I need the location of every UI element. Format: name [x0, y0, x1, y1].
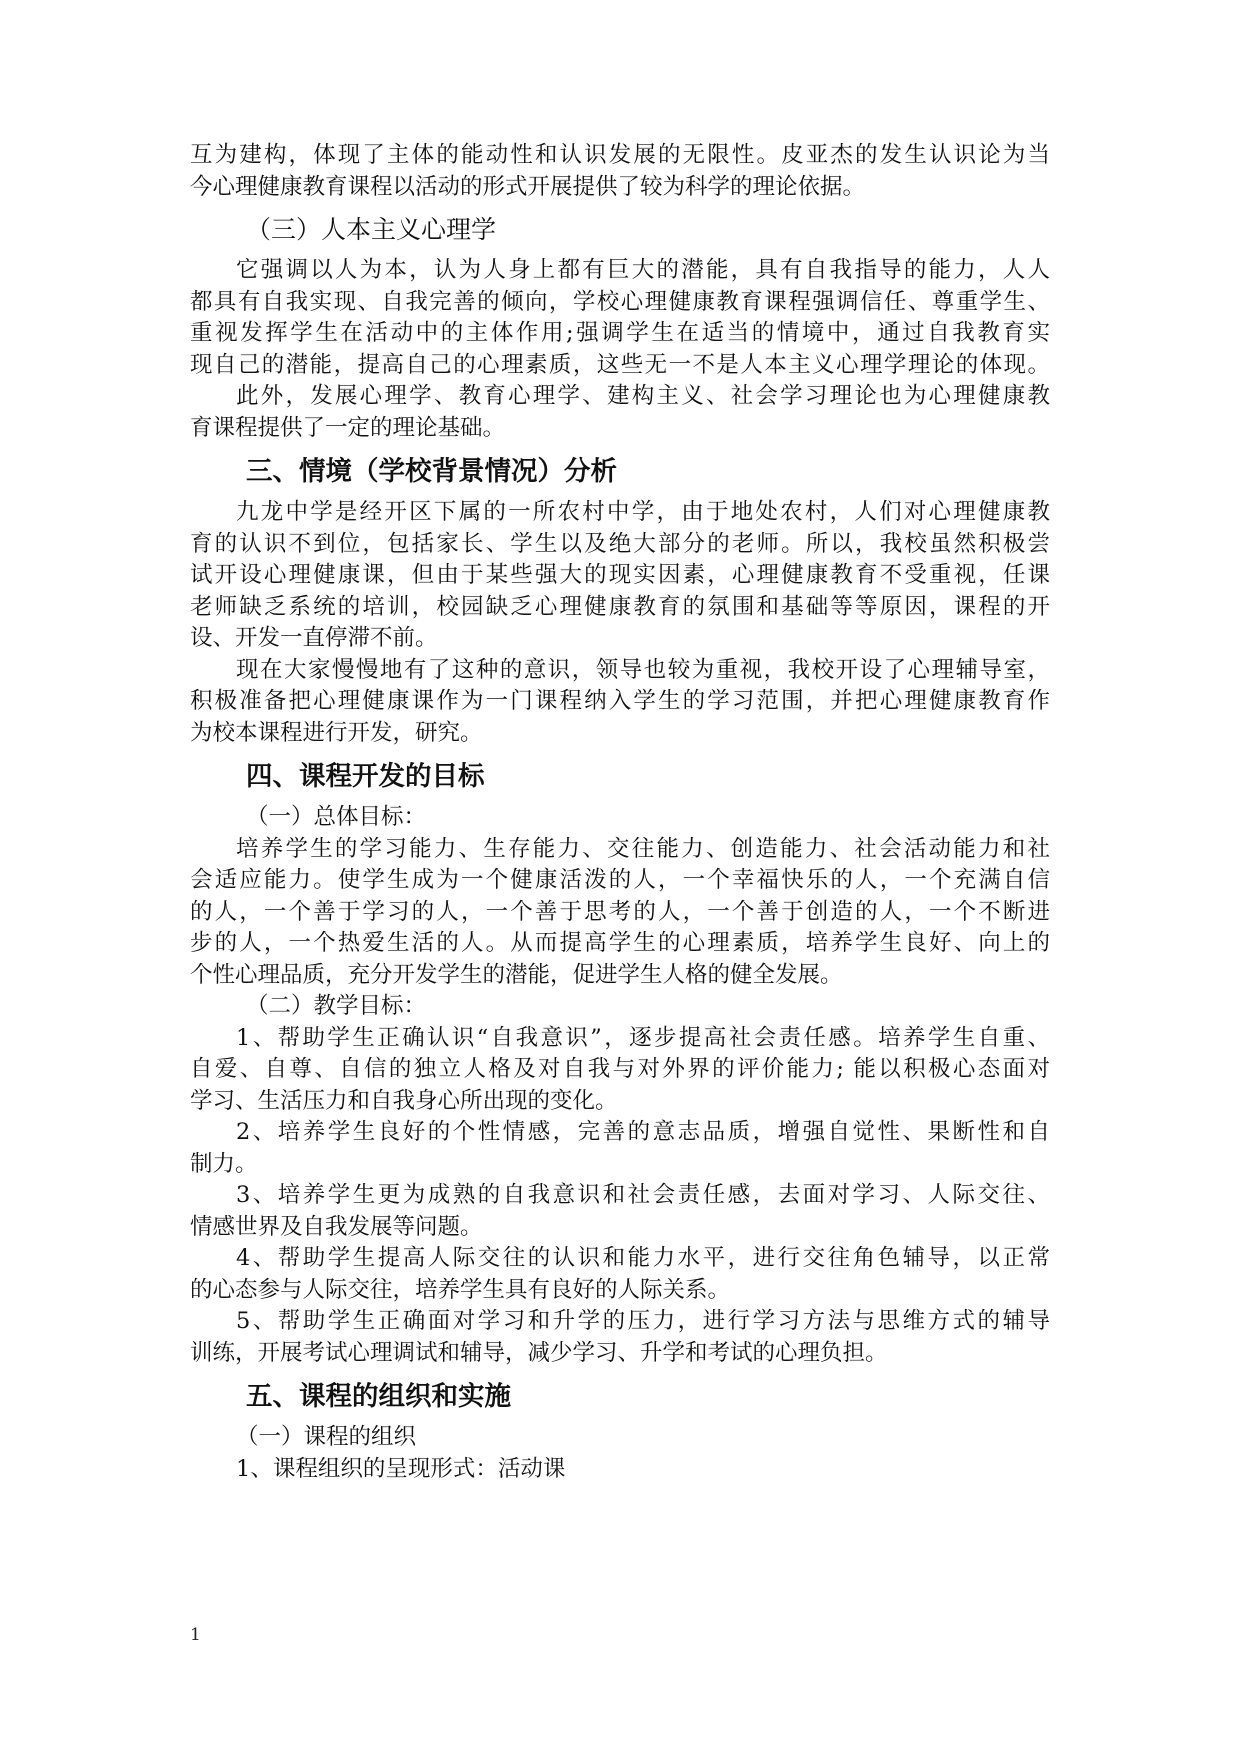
goal-line: 3、培养学生更为成熟的自我意识和社会责任感，去面对学习、人际交往、 — [236, 1182, 1050, 1208]
paragraph-line: 都具有自我实现、自我完善的倾向，学校心理健康教育课程强调信任、尊重学生、 — [190, 288, 1050, 315]
paragraph-line: 会适应能力。使学生成为一个健康活泼的人，一个幸福快乐的人，一个充满自信 — [190, 867, 1050, 893]
paragraph-line: 今心理健康教育课程以活动的形式开展提供了较为科学的理论依据。 — [190, 173, 866, 200]
goal-line: 的心态参与人际交往，培养学生具有良好的人际关系。 — [190, 1276, 731, 1303]
section-heading: 三、情境（学校背景情况）分析 — [246, 456, 617, 487]
subsection-heading: （三）人本主义心理学 — [246, 215, 497, 244]
paragraph-line: 育的认识不到位，包括家长、学生以及绝大部分的老师。所以，我校虽然积极尝 — [190, 530, 1050, 557]
paragraph-line: 现在大家慢慢地有了这种的意识，领导也较为重视，我校开设了心理辅导室， — [236, 656, 1050, 683]
subsection-label: （一）总体目标： — [246, 804, 427, 830]
page-number: 1 — [190, 1625, 201, 1645]
goal-line: 制力。 — [190, 1150, 258, 1177]
paragraph-line: 现自己的潜能，提高自己的心理素质，这些无一不是人本主义心理学理论的体现。 — [190, 351, 1050, 378]
paragraph-line: 互为建构，体现了主体的能动性和认识发展的无限性。皮亚杰的发生认识论为当 — [190, 142, 1050, 168]
paragraph-line: 设、开发一直停滞不前。 — [190, 625, 438, 651]
goal-line: 1、帮助学生正确认识“自我意识”，逐步提高社会责任感。培养学生自重、 — [236, 1024, 1050, 1051]
goal-line: 训练，开展考试心理调试和辅导，减少学习、升学和考试的心理负担。 — [190, 1339, 888, 1366]
section-heading: 四、课程开发的目标 — [246, 761, 485, 792]
paragraph-line: 步的人，一个热爱生活的人。从而提高学生的心理素质，培养学生良好、向上的 — [190, 930, 1050, 956]
goal-line: 2、培养学生良好的个性情感，完善的意志品质，增强自觉性、果断性和自 — [236, 1119, 1050, 1145]
goal-line: 情感世界及自我发展等问题。 — [190, 1213, 483, 1240]
subsection-label: （一）课程的组织 — [236, 1424, 417, 1450]
paragraph-line: 重视发挥学生在活动中的主体作用;强调学生在适当的情境中，通过自我教育实 — [190, 320, 1050, 346]
goal-line: 5、帮助学生正确面对学习和升学的压力，进行学习方法与思维方式的辅导 — [236, 1308, 1050, 1334]
paragraph-line: 个性心理品质，充分开发学生的潜能，促进学生人格的健全发展。 — [190, 961, 843, 988]
paragraph-line: 积极准备把心理健康课作为一门课程纳入学生的学习范围，并把心理健康教育作 — [190, 688, 1050, 714]
list-item: 1、课程组织的呈现形式：活动课 — [236, 1455, 566, 1482]
paragraph-line: 培养学生的学习能力、生存能力、交往能力、创造能力、社会活动能力和社 — [236, 835, 1050, 862]
paragraph-line: 它强调以人为本，认为人身上都有巨大的潜能，具有自我指导的能力，人人 — [236, 257, 1050, 283]
subsection-label: （二）教学目标： — [246, 993, 427, 1019]
paragraph-line: 试开设心理健康课，但由于某些强大的现实因素，心理健康教育不受重视，任课 — [190, 562, 1050, 588]
paragraph-line: 育课程提供了一定的理论基础。 — [190, 414, 506, 441]
document-page — [190, 140, 1050, 1485]
paragraph-line: 为校本课程进行开发，研究。 — [190, 719, 483, 746]
section-heading: 五、课程的组织和实施 — [246, 1381, 511, 1412]
paragraph-line: 老师缺乏系统的培训，校园缺乏心理健康教育的氛围和基础等等原因，课程的开 — [190, 593, 1050, 620]
goal-line: 学习、生活压力和自我身心所出现的变化。 — [190, 1087, 618, 1114]
paragraph-line: 此外，发展心理学、教育心理学、建构主义、社会学习理论也为心理健康教 — [236, 383, 1050, 409]
goal-line: 自爱、自尊、自信的独立人格及对自我与对外界的评价能力; 能以积极心态面对 — [190, 1056, 1050, 1082]
paragraph-line: 九龙中学是经开区下属的一所农村中学，由于地处农村，人们对心理健康教 — [236, 499, 1050, 525]
paragraph-line: 的人，一个善于学习的人，一个善于思考的人，一个善于创造的人，一个不断进 — [190, 898, 1050, 925]
goal-line: 4、帮助学生提高人际交往的认识和能力水平，进行交往角色辅导，以正常 — [236, 1245, 1050, 1271]
